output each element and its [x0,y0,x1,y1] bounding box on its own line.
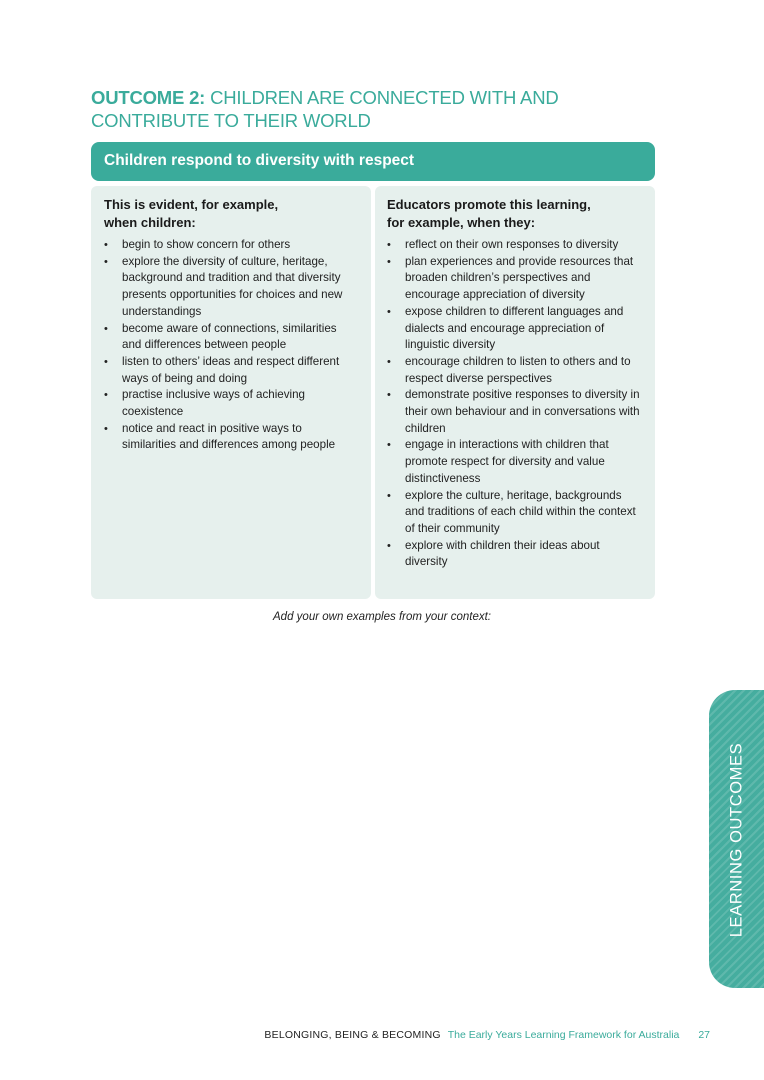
add-examples-prompt: Add your own examples from your context: [273,611,491,623]
page-number: 27 [698,1029,710,1041]
list-item: • plan experiences and provide resources that broaden children’s perspectives and encourage appreciation of diversity [387,254,641,304]
list-item: • begin to show concern for others [104,237,357,254]
section-banner [91,142,655,181]
list-item: • notice and react in positive ways to similarities and differences among people [104,421,357,454]
list-item: • reflect on their own responses to diversity [387,237,641,254]
footer-subtitle: The Early Years Learning Framework for Australia [447,1029,680,1041]
list-item: • engage in interactions with children that promote respect for diversity and value distinctiveness [387,437,641,487]
side-tab-label: LEARNING OUTCOMES [727,742,746,938]
banner-title: Children respond to diversity with respect [104,152,415,169]
list-item: • explore with children their ideas about diversity [387,538,641,571]
evident-title-line1: This is evident, for example, [104,197,279,212]
educators-panel [375,186,655,599]
evident-title [104,196,357,231]
educators-list [387,237,641,571]
learning-outcomes-tab [709,690,764,988]
list-item: • encourage children to listen to others and to respect diverse perspectives [387,354,641,387]
evident-title-line2: when children: [104,214,196,230]
list-item: • practise inclusive ways of achieving coexistence [104,387,357,420]
outcome-heading [91,86,611,132]
page-footer [264,1029,710,1041]
evident-list [104,237,357,454]
list-item: • explore the diversity of culture, heritage, background and tradition and that diversity presents opportunities for choices and new understandings [104,254,357,321]
list-item: • explore the culture, heritage, backgrounds and traditions of each child within the context of their community [387,488,641,538]
list-item: • listen to others’ ideas and respect different ways of being and doing [104,354,357,387]
evident-panel [91,186,371,599]
outcome-title: CHILDREN ARE CONNECTED WITH AND CONTRIBUTE TO THEIR WORLD [91,87,559,131]
educators-title [387,196,641,231]
footer-book-title: BELONGING, BEING & BECOMING [264,1029,441,1041]
list-item: • demonstrate positive responses to diversity in their own behaviour and in conversations with children [387,387,641,437]
list-item: • expose children to different languages and dialects and encourage appreciation of linguistic diversity [387,304,641,354]
list-item: • become aware of connections, similarities and differences between people [104,321,357,354]
educators-title-line2: for example, when they: [387,214,536,230]
educators-title-line1: Educators promote this learning, [387,197,591,212]
outcome-label: OUTCOME 2: [91,87,206,108]
